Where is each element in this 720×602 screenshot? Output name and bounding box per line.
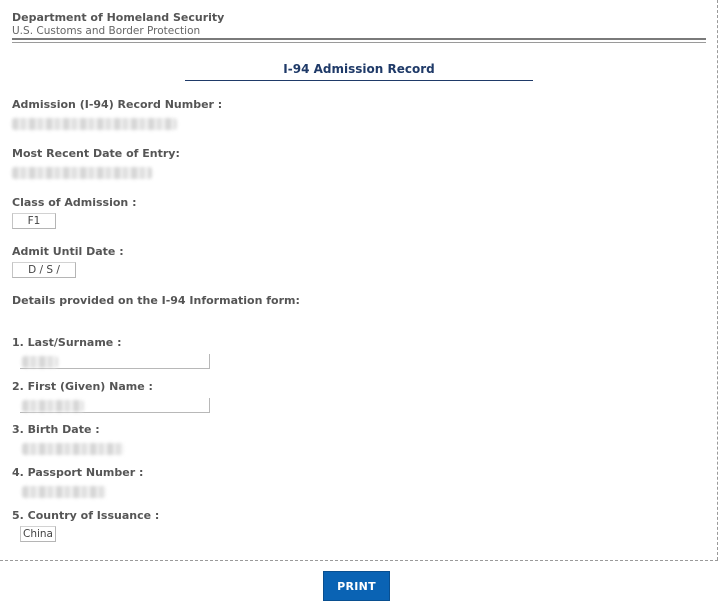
header-divider-thin bbox=[12, 42, 706, 43]
passport-number-label: 4. Passport Number : bbox=[12, 466, 144, 479]
record-number-value-redacted bbox=[12, 118, 177, 130]
print-button[interactable]: PRINT bbox=[323, 571, 390, 601]
admit-until-label: Admit Until Date : bbox=[12, 245, 124, 258]
class-of-admission-label: Class of Admission : bbox=[12, 196, 137, 209]
subagency-name: U.S. Customs and Border Protection bbox=[12, 25, 201, 37]
birth-date-value-redacted bbox=[22, 443, 124, 455]
passport-number-value-redacted bbox=[22, 486, 106, 498]
given-name-label: 2. First (Given) Name : bbox=[12, 380, 153, 393]
class-of-admission-value: F1 bbox=[12, 213, 56, 229]
entry-date-label: Most Recent Date of Entry: bbox=[12, 147, 180, 160]
page-title: I-94 Admission Record bbox=[283, 62, 435, 76]
birth-date-label: 3. Birth Date : bbox=[12, 423, 100, 436]
details-label: Details provided on the I-94 Information form: bbox=[12, 294, 300, 307]
surname-value-redacted bbox=[22, 356, 58, 368]
title-underline bbox=[185, 80, 533, 81]
header-divider bbox=[12, 38, 706, 40]
country-of-issuance-label: 5. Country of Issuance : bbox=[12, 509, 160, 522]
entry-date-value-redacted bbox=[12, 167, 152, 179]
record-number-label: Admission (I-94) Record Number : bbox=[12, 98, 223, 111]
agency-name: Department of Homeland Security bbox=[12, 11, 225, 24]
surname-label: 1. Last/Surname : bbox=[12, 336, 122, 349]
page-frame-right bbox=[717, 0, 718, 560]
country-of-issuance-value: China bbox=[20, 526, 56, 542]
admit-until-value: D / S / bbox=[12, 262, 76, 278]
page-frame-bottom bbox=[0, 560, 718, 561]
given-name-value-redacted bbox=[22, 400, 84, 412]
